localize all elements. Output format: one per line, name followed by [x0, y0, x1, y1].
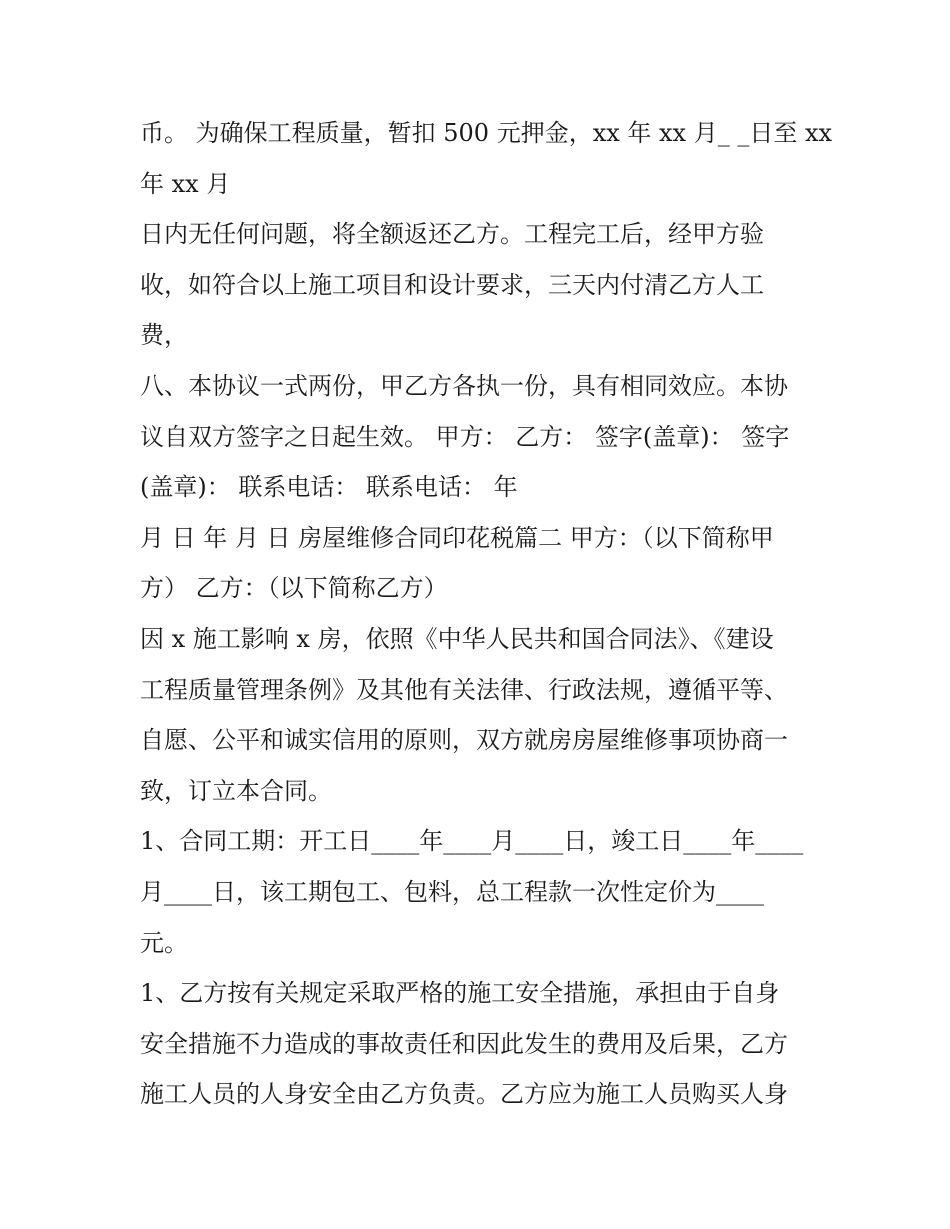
- text-line: 自愿、公平和诚实信用的原则，双方就房房屋维修事项协商一: [140, 726, 788, 755]
- text-line: 因 x 施工影响 x 房，依照《中华人民共和国合同法》、《建设: [140, 624, 774, 653]
- text-line: 收，如符合以上施工项目和设计要求，三天内付清乙方人工: [140, 270, 764, 299]
- text-line: 元。: [140, 928, 188, 957]
- text-line: 月____日，该工期包工、包料，总工程款一次性定价为____: [140, 877, 764, 906]
- text-line: 1、乙方按有关规定采取严格的施工安全措施，承担由于自身: [140, 979, 780, 1008]
- contract-body-text: [140, 108, 833, 1120]
- text-line: (盖章)： 联系电话： 联系电话： 年: [140, 473, 518, 502]
- text-line: 年 xx 月: [140, 169, 231, 198]
- text-line: 工程质量管理条例》及其他有关法律、行政法规，遵循平等、: [140, 675, 788, 704]
- text-line: 费，: [140, 321, 188, 350]
- text-line: 月 日 年 月 日 房屋维修合同印花税篇二 甲方：（以下简称甲: [140, 523, 774, 552]
- text-line: 安全措施不力造成的事故责任和因此发生的费用及后果，乙方: [140, 1029, 788, 1058]
- text-line: 八、本协议一式两份，甲乙方各执一份，具有相同效应。本协: [140, 371, 788, 400]
- text-line: 致，订立本合同。: [140, 776, 332, 805]
- text-line: 1、合同工期：开工日____年____月____日，竣工日____年____: [140, 827, 804, 856]
- text-line: 币。 为确保工程质量，暂扣 500 元押金，xx 年 xx 月_ _日至 xx: [140, 119, 833, 147]
- text-line: 议自双方签字之日起生效。 甲方： 乙方： 签字(盖章)： 签字: [140, 422, 790, 451]
- text-line: 日内无任何问题，将全额返还乙方。工程完工后，经甲方验: [140, 220, 764, 249]
- text-line: 方） 乙方：（以下简称乙方）: [140, 574, 448, 603]
- text-line: 施工人员的人身安全由乙方负责。乙方应为施工人员购买人身: [140, 1080, 788, 1109]
